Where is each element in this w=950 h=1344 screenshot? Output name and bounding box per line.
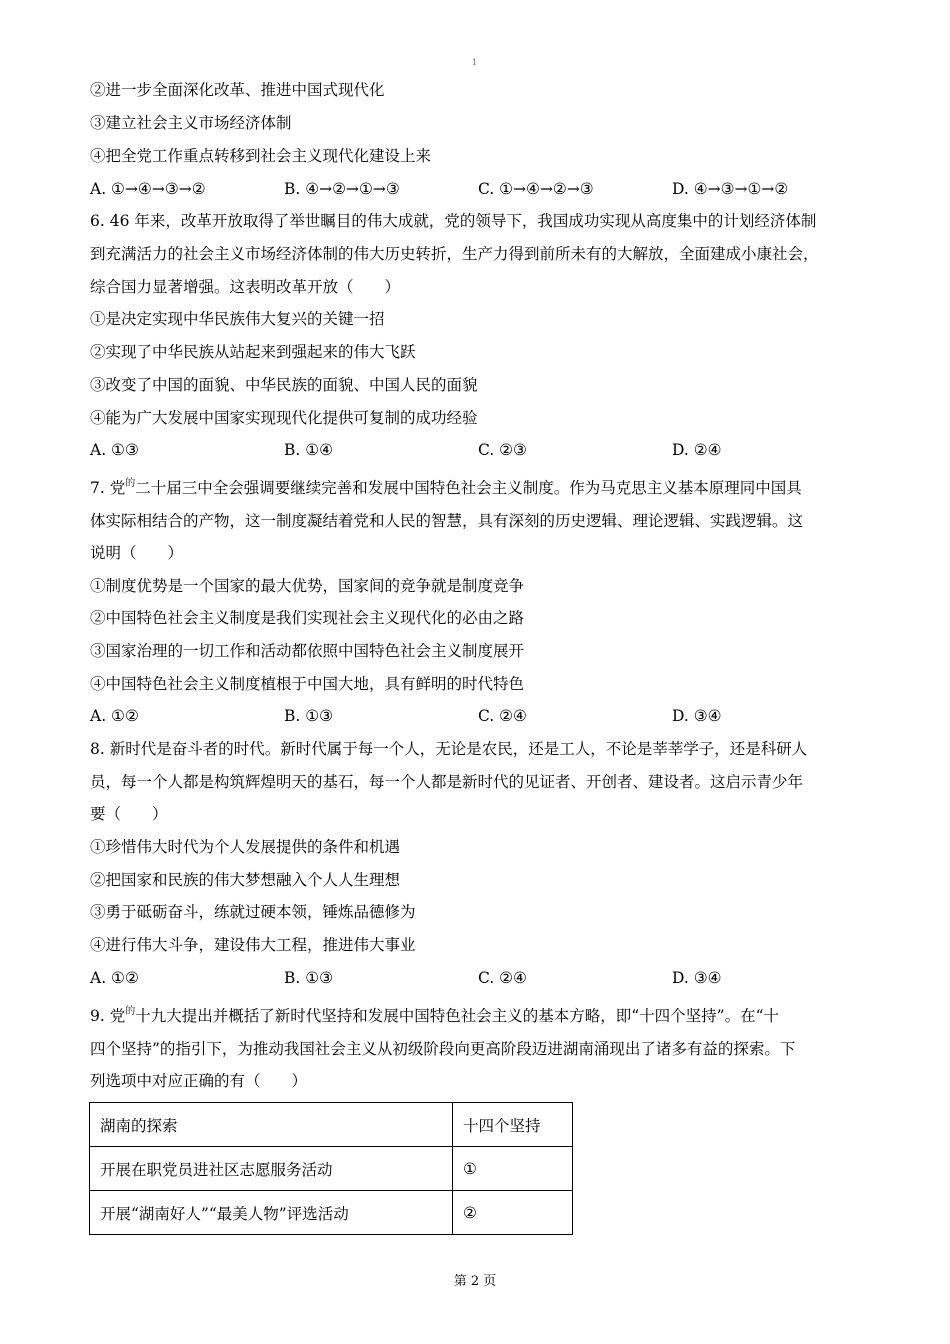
q6-item-1: ①是决定实现中华民族伟大复兴的关键一招: [90, 310, 385, 328]
q7-stem-line-3: 说明（ ）: [90, 544, 184, 562]
q7-stem-rest: 二十届三中全会强调要继续完善和发展中国特色社会主义制度。作为马克思主义基本原理同中国具: [135, 479, 802, 497]
q9-stem-line-1: [90, 1006, 779, 1029]
q8-stem-line-1: 8. 新时代是奋斗者的时代。新时代属于每一个人，无论是农民，还是工人，不论是莘莘学子，还是科研人: [90, 740, 808, 758]
q7-option-d: D. ③④: [672, 707, 722, 725]
q7-stem-line-1: [90, 478, 802, 501]
table-cell: 开展在职党员进社区志愿服务活动: [90, 1147, 453, 1191]
table-cell: 开展“湖南好人”“最美人物”评选活动: [90, 1191, 453, 1235]
q6-stem-line-2: 到充满活力的社会主义市场经济体制的伟大历史转折，生产力得到前所未有的大解放，全面建成小康社会，: [90, 245, 819, 263]
q6-option-b: B. ①④: [284, 441, 334, 459]
q7-stem-prefix: 7. 党: [90, 479, 126, 497]
table-cell: ②: [453, 1191, 573, 1235]
q7-option-b: B. ①③: [284, 707, 334, 725]
q5-item-2: ②进一步全面深化改革、推进中国式现代化: [90, 81, 385, 99]
q7-item-2: ②中国特色社会主义制度是我们实现社会主义现代化的必由之路: [90, 609, 525, 627]
q5-option-b: B. ④→②→①→③: [284, 180, 400, 198]
q6-item-2: ②实现了中华民族从站起来到强起来的伟大飞跃: [90, 343, 416, 361]
q8-item-4: ④进行伟大斗争，建设伟大工程，推进伟大事业: [90, 936, 416, 954]
q8-stem-line-2: 员，每一个人都是构筑辉煌明天的基石，每一个人都是新时代的见证者、开创者、建设者。这启示青少年: [90, 773, 804, 791]
q8-option-c: C. ②④: [478, 969, 527, 987]
table-row: [90, 1191, 573, 1235]
page-number: 第 2 页: [453, 1274, 497, 1289]
q5-option-c: C. ①→④→②→③: [478, 180, 594, 198]
q7-item-4: ④中国特色社会主义制度植根于中国大地，具有鲜明的时代特色: [90, 675, 525, 693]
table-header-cell: 十四个坚持: [453, 1103, 573, 1147]
q5-option-d: D. ④→③→①→②: [672, 180, 789, 198]
q8-option-d: D. ③④: [672, 969, 722, 987]
q9-table: [89, 1102, 573, 1235]
q6-item-4: ④能为广大发展中国家实现现代化提供可复制的成功经验: [90, 409, 478, 427]
q6-stem-line-3: 综合国力显著增强。这表明改革开放（ ）: [90, 278, 401, 296]
header-mark: 1: [472, 58, 478, 67]
q6-option-c: C. ②③: [478, 441, 527, 459]
q6-option-d: D. ②④: [672, 441, 722, 459]
q5-item-4: ④把全党工作重点转移到社会主义现代化建设上来: [90, 147, 432, 165]
q9-stem-prefix: 9. 党: [90, 1007, 126, 1025]
q8-option-a: A. ①②: [90, 969, 139, 987]
q6-stem-line-1: 6. 46 年来，改革开放取得了举世瞩目的伟大成就，党的领导下，我国成功实现从高度集中的计划经济体制: [90, 212, 817, 230]
table-row: [90, 1147, 573, 1191]
q7-stem-sup: 的: [125, 478, 136, 489]
table-header-row: [90, 1103, 573, 1147]
q7-option-a: A. ①②: [90, 707, 139, 725]
q5-option-a: A. ①→④→③→②: [90, 180, 206, 198]
q8-item-1: ①珍惜伟大时代为个人发展提供的条件和机遇: [90, 838, 401, 856]
q9-stem-sup: 的: [125, 1006, 136, 1017]
table-cell: ①: [453, 1147, 573, 1191]
q9-stem-rest: 十九大提出并概括了新时代坚持和发展中国特色社会主义的基本方略，即“十四个坚持”。在“十: [135, 1007, 779, 1025]
q8-item-3: ③勇于砥砺奋斗，练就过硬本领，锤炼品德修为: [90, 903, 416, 921]
q9-stem-line-2: 四个坚持”的指引下，为推动我国社会主义从初级阶段向更高阶段迈进湖南涌现出了诸多有益的探索。下: [90, 1040, 796, 1058]
q8-stem-line-3: 要（ ）: [90, 805, 168, 823]
q6-option-a: A. ①③: [90, 441, 139, 459]
q8-option-b: B. ①③: [284, 969, 334, 987]
q7-option-c: C. ②④: [478, 707, 527, 725]
q5-item-3: ③建立社会主义市场经济体制: [90, 114, 292, 132]
q9-stem-line-3: 列选项中对应正确的有（ ）: [90, 1072, 308, 1090]
q8-item-2: ②把国家和民族的伟大梦想融入个人人生理想: [90, 871, 401, 889]
q6-item-3: ③改变了中国的面貌、中华民族的面貌、中国人民的面貌: [90, 376, 478, 394]
q7-item-1: ①制度优势是一个国家的最大优势，国家间的竞争就是制度竞争: [90, 577, 525, 595]
q7-item-3: ③国家治理的一切工作和活动都依照中国特色社会主义制度展开: [90, 642, 525, 660]
table-header-cell: 湖南的探索: [90, 1103, 453, 1147]
q7-stem-line-2: 体实际相结合的产物，这一制度凝结着党和人民的智慧，具有深刻的历史逻辑、理论逻辑、实践逻辑。这: [90, 512, 804, 530]
